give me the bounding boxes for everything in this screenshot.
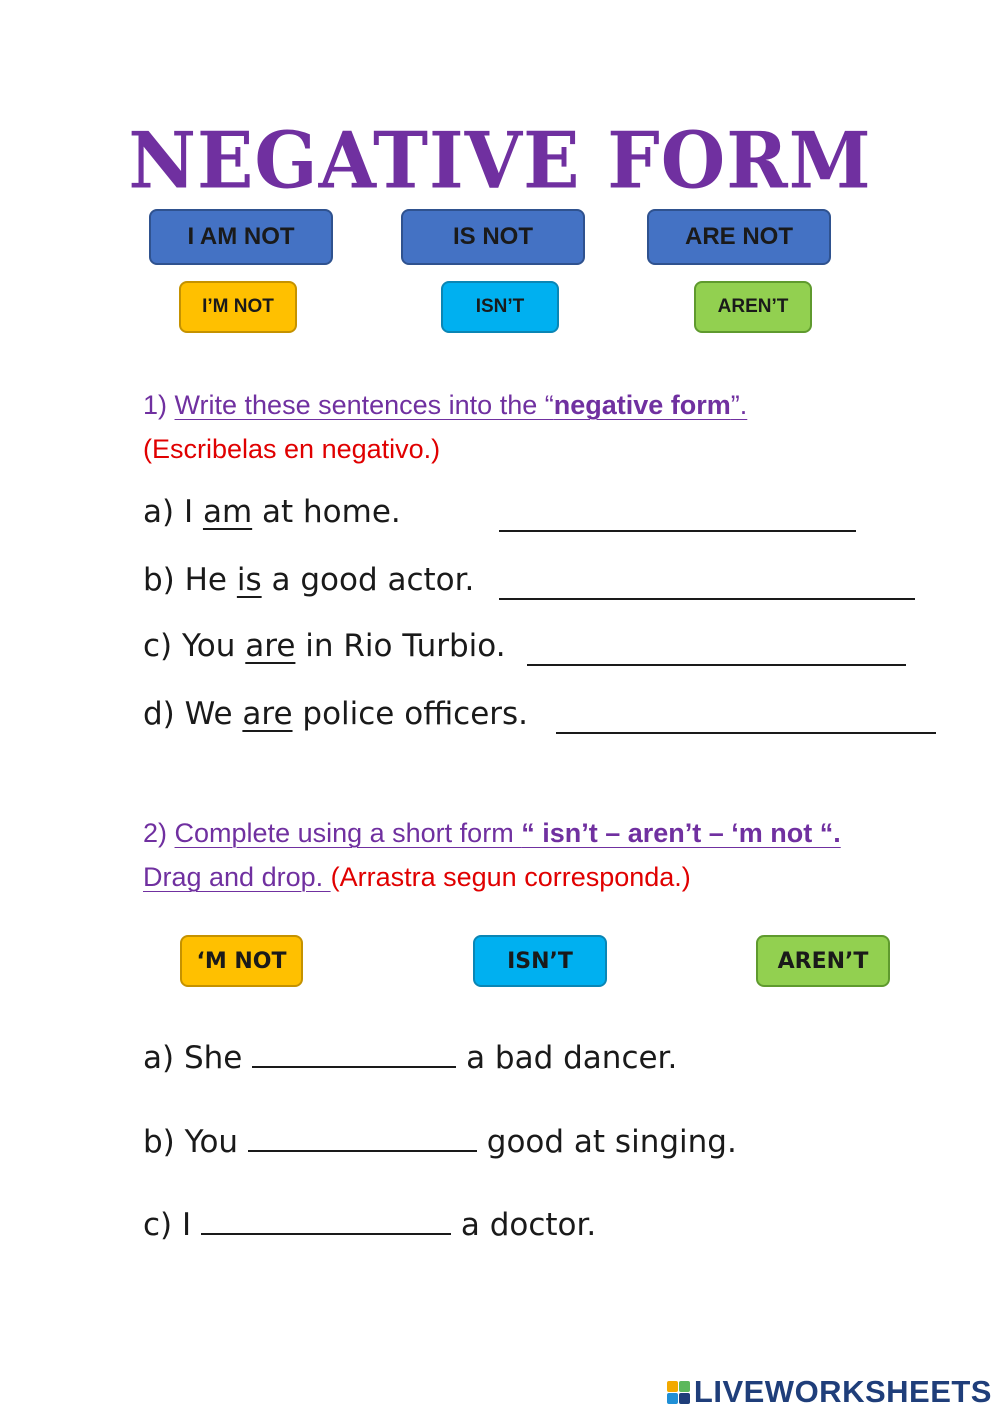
answer-blank-1a[interactable] xyxy=(499,502,856,532)
drop-blank-2b[interactable] xyxy=(248,1122,477,1152)
sentence-1d: d) We are police officers. xyxy=(143,696,529,732)
drop-blank-2c[interactable] xyxy=(201,1205,451,1235)
liveworksheets-logo-icon xyxy=(667,1381,690,1404)
drag-option-isnt[interactable]: ISN’T xyxy=(473,935,607,987)
full-form-are-not: ARE NOT xyxy=(647,209,831,265)
answer-blank-1b[interactable] xyxy=(499,570,915,600)
section1-instruction: 1) Write these sentences into the “negative form”. xyxy=(143,390,748,420)
liveworksheets-logo xyxy=(667,1374,992,1410)
full-form-i-am-not: I AM NOT xyxy=(149,209,333,265)
section1-translation: (Escribelas en negativo.) xyxy=(143,434,441,464)
answer-blank-1d[interactable] xyxy=(556,704,936,734)
brand-name: LIVEWORKSHEETS xyxy=(693,1374,992,1409)
drag-option-arent[interactable]: AREN’T xyxy=(756,935,890,987)
drag-option-m-not[interactable]: ‘M NOT xyxy=(180,935,303,987)
short-form-isnt: ISN’T xyxy=(441,281,559,333)
answer-blank-1c[interactable] xyxy=(527,636,906,666)
full-form-is-not: IS NOT xyxy=(401,209,585,265)
sentence-2b: b) You good at singing. xyxy=(143,1124,737,1160)
sentence-1c: c) You are in Rio Turbio. xyxy=(143,628,506,664)
sentence-2a: a) She a bad dancer. xyxy=(143,1040,678,1076)
drop-blank-2a[interactable] xyxy=(252,1038,456,1068)
sentence-1b: b) He is a good actor. xyxy=(143,562,475,598)
section2-instruction: 2) Complete using a short form “ isn’t – aren’t – ‘m not “. xyxy=(143,818,841,848)
sentence-1a: a) I am at home. xyxy=(143,494,401,530)
section2-drag-line: Drag and drop. (Arrastra segun corresponda.) xyxy=(143,862,691,892)
page-title: NEGATIVE FORM xyxy=(128,115,872,207)
short-form-im-not: I’M NOT xyxy=(179,281,297,333)
short-form-arent: AREN’T xyxy=(694,281,812,333)
sentence-2c: c) I a doctor. xyxy=(143,1207,597,1243)
